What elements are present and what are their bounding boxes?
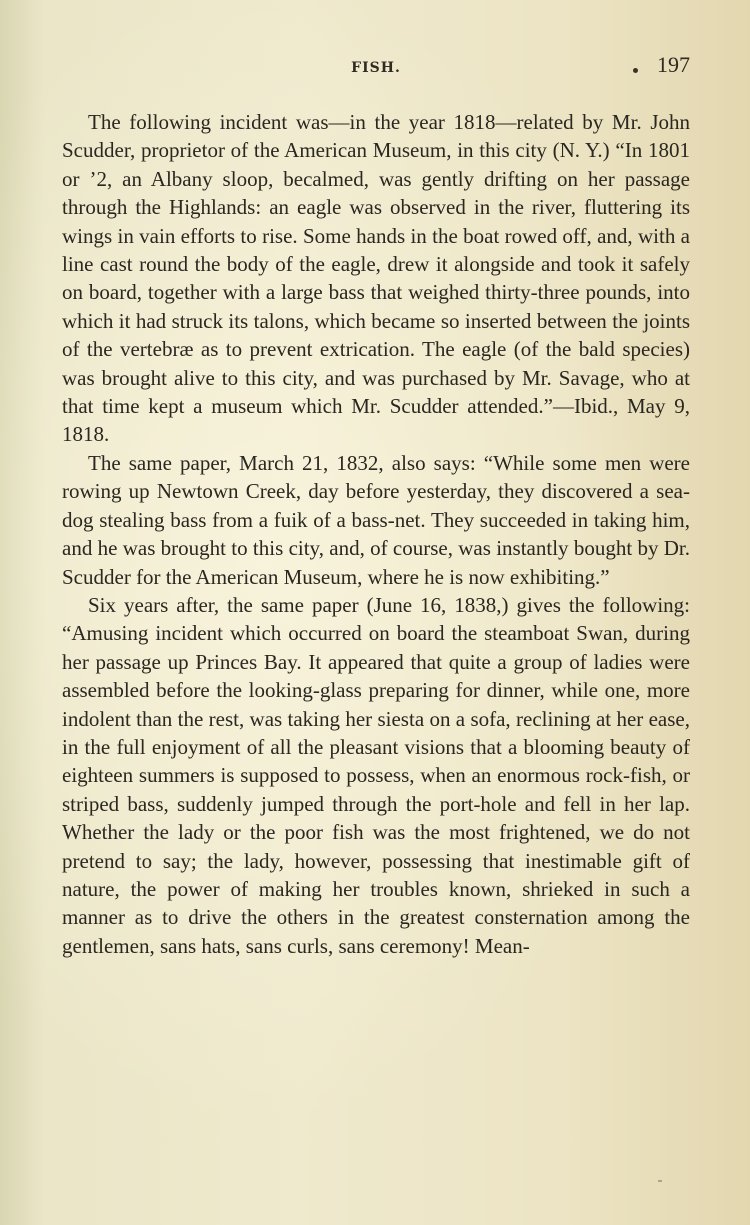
page-header xyxy=(62,52,690,84)
page-body xyxy=(62,108,690,960)
paragraph-sea-dog: The same paper, March 21, 1832, also says: “While some men were rowing up Newtown Creek, day before yesterday, they discovered a sea-dog stealing bass from a fuik of a bass-net. They succeeded in taking him, and he was brought to this city, and, of course, was instantly bought by Dr. Scudder for the American Museum, where he is now exhibiting.” xyxy=(62,450,690,589)
paper-fleck xyxy=(658,1180,662,1182)
page-dot-mark xyxy=(633,68,638,73)
page-number: 197 xyxy=(657,52,690,77)
paragraph-eagle-incident: The following incident was—in the year 1818—related by Mr. John Scudder, proprietor of the American Museum, in this city (N. Y.) “In 1801 or ’2, an Albany sloop, becalmed, was gently drifting on her passage through the Highlands: an eagle was observed in the river, fluttering its wings in vain efforts to rise. Some hands in the boat rowed off, and, with a line cast round the body of the eagle, drew it alongside and took it safely on board, together with a large bass that weighed thirty-three pounds, into which it had struck its talons, which became so inserted between the joints of the vertebræ as to prevent extrication. The eagle (of the bald species) was brought alive to this city, and was purchased by Mr. Savage, who at that time kept a museum which Mr. Scudder attended.”—Ibid., May 9, 1818. xyxy=(62,110,690,447)
running-head: FISH. xyxy=(351,60,401,76)
paragraph-steamboat-swan: Six years after, the same paper (June 16, 1838,) gives the following: “Amusing incident which occurred on board the steamboat Swan, during her passage up Princes Bay. It appeared that quite a group of ladies were assembled before the looking-glass preparing for dinner, while one, more indolent than the rest, was taking her siesta on a sofa, reclining at her ease, in the full enjoyment of all the pleasant visions that a blooming beauty of eighteen summers is supposed to possess, when an enormous rock-fish, or striped bass, suddenly jumped through the port-hole and fell in her lap. Whether the lady or the poor fish was the most frightened, we do not pretend to say; the lady, however, possessing that inestimable gift of nature, the power of making her troubles known, shrieked in such a manner as to drive the others in the greatest consternation among the gentlemen, sans hats, sans curls, sans ceremony! Mean- xyxy=(62,592,690,958)
